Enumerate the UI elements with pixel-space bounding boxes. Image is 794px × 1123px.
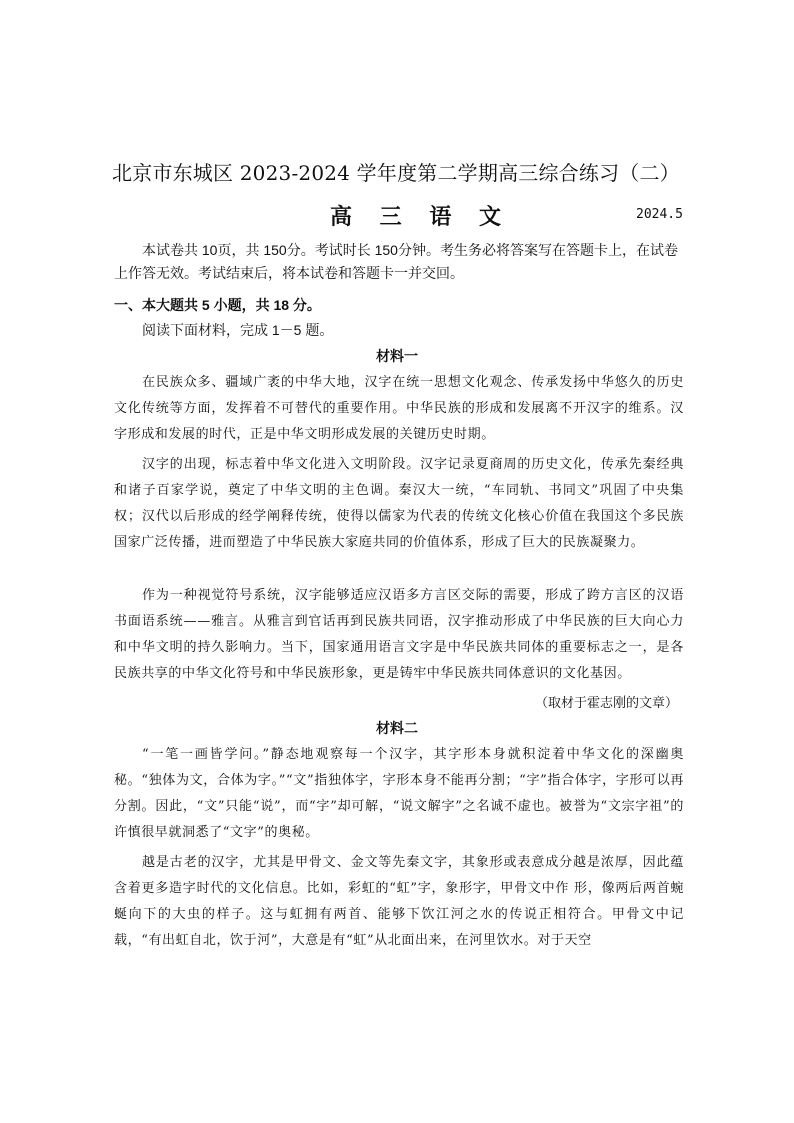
exam-title: 北京市东城区 2023-2024 学年度第二学期高三综合练习（二） [112,161,680,185]
material2-paragraph-1: “一笔一画皆学问。”静态地观察每一个汉字，其字形本身就积淀着中华文化的深幽奥秘。“独体为文，合体为字。”“文”指独体字，字形本身不能再分割；“字”指合体字，字形可以再分割。因此，“文”只能“说”，而“字”却可解，“说文解字”之名诚不虚也。被誉为“文宗字祖”的许慎很早就洞悉了“文字”的奥秘。 [114,747,684,840]
section-instruction: 阅读下面材料，完成 1－5 题。 [142,322,334,338]
material2-title: 材料二 [376,720,418,736]
section-heading: 一、本大题共 5 小题，共 18 分。 [114,297,321,313]
subject-heading: 高 三 语 文 [330,204,511,230]
material1-paragraph-3: 作为一种视觉符号系统，汉字能够适应汉语多方言区交际的需要，形成了跨方言区的汉语书面语系统——雅言。从雅言到官话再到民族共同语，汉字推动形成了中华民族的巨大向心力和中华文明的持久影响力。当下，国家通用语言文字是中华民族共同体的重要标志之一，是各民族共享的中华文化符号和中华民族形象，更是铸牢中华民族共同体意识的文化基因。 [114,588,684,681]
material1-source: （取材于霍志刚的文章） [534,696,678,711]
material1-title: 材料一 [376,348,418,364]
material2-paragraph-2: 越是古老的汉字，尤其是甲骨文、金文等先秦文字，其象形或表意成分越是浓厚，因此蕴含着更多造字时代的文化信息。比如，彩虹的“虹”字，象形字，甲骨文中作 形，像两后两首蜿蜒向下的大虫的样子。这与虹拥有两首、能够下饮江河之水的传说正相符合。甲骨文中记载，“有出虹自北，饮于河”，大意是有“虹”从北面出来，在河里饮水。对于天空 [114,855,684,948]
material1-paragraph-1: 在民族众多、疆域广袤的中华大地，汉字在统一思想文化观念、传承发扬中华悠久的历史文化传统等方面，发挥着不可替代的重要作用。中华民族的形成和发展离不开汉字的维系。汉字形成和发展的时代，正是中华文明形成发展的关键历史时期。 [114,375,684,442]
exam-date: 2024.5 [636,207,683,222]
material1-paragraph-2: 汉字的出现，标志着中华文化进入文明阶段。汉字记录夏商周的历史文化，传承先秦经典和诸子百家学说，奠定了中华文明的主色调。秦汉大一统，“车同轨、书同文”巩固了中央集权；汉代以后形成的经学阐释传统，使得以儒家为代表的传统文化核心价值在我国这个多民族国家广泛传播，进而塑造了中华民族大家庭共同的价值体系，形成了巨大的民族凝聚力。 [114,457,684,550]
exam-notice: 本试卷共 10页，共 150分。考试时长 150分钟。考生务必将答案写在答题卡上，在试卷上作答无效。考试结束后，将本试卷和答题卡一并交回。 [114,242,678,281]
